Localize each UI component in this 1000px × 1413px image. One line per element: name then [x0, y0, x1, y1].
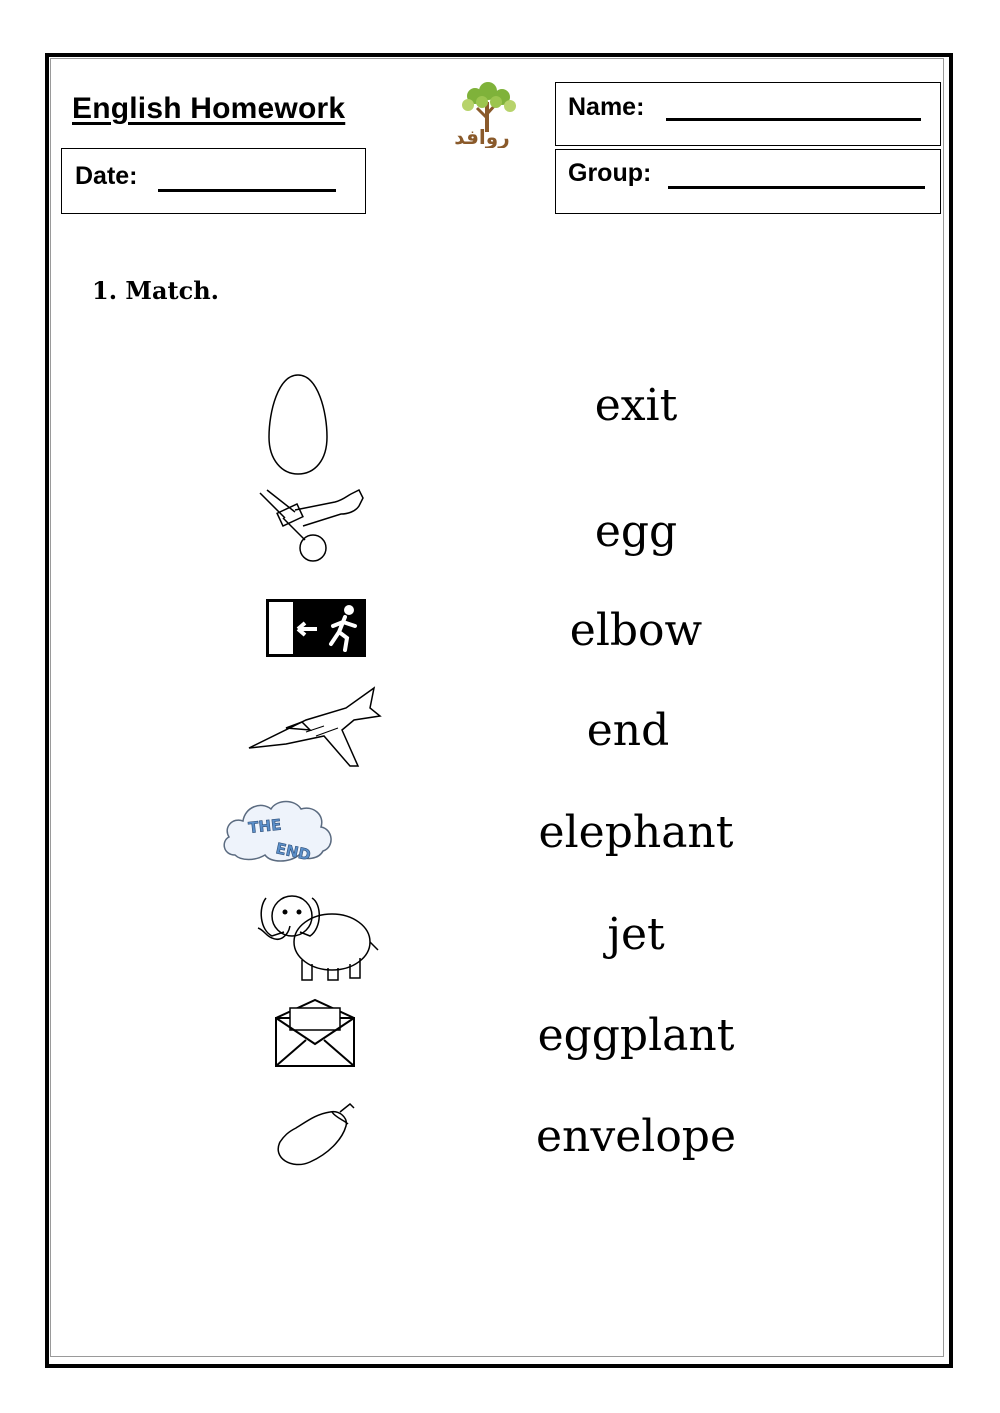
jet-icon[interactable]	[246, 686, 382, 770]
name-box	[555, 82, 941, 146]
the-end-cloud-icon[interactable]	[219, 795, 337, 865]
word-eggplant[interactable]: eggplant	[537, 1010, 735, 1061]
group-write-line[interactable]	[668, 186, 925, 189]
svg-text:روافد: روافد	[454, 125, 510, 148]
envelope-icon[interactable]	[272, 996, 358, 1070]
elbow-icon[interactable]	[255, 488, 370, 568]
word-egg[interactable]: egg	[594, 506, 678, 557]
page-title: English Homework	[72, 92, 346, 125]
egg-icon[interactable]	[262, 372, 334, 478]
group-label: Group:	[568, 159, 652, 187]
word-exit[interactable]: exit	[594, 380, 678, 431]
svg-text:END: END	[274, 839, 313, 865]
word-end[interactable]: end	[586, 705, 670, 756]
date-box	[61, 148, 366, 214]
instruction-text: 1. Match.	[92, 276, 220, 305]
word-envelope[interactable]: envelope	[535, 1111, 737, 1162]
school-logo	[430, 82, 535, 148]
elephant-icon[interactable]	[250, 880, 380, 988]
date-write-line[interactable]	[158, 189, 336, 192]
name-label: Name:	[568, 93, 645, 121]
exit-sign-icon[interactable]	[265, 598, 367, 658]
eggplant-icon[interactable]	[270, 1100, 358, 1170]
name-write-line[interactable]	[666, 118, 921, 121]
svg-text:THE: THE	[247, 815, 283, 837]
word-elephant[interactable]: elephant	[538, 807, 734, 858]
group-box	[555, 149, 941, 214]
word-elbow[interactable]: elbow	[569, 605, 703, 656]
date-label: Date:	[75, 162, 138, 190]
word-jet[interactable]: jet	[607, 909, 665, 960]
